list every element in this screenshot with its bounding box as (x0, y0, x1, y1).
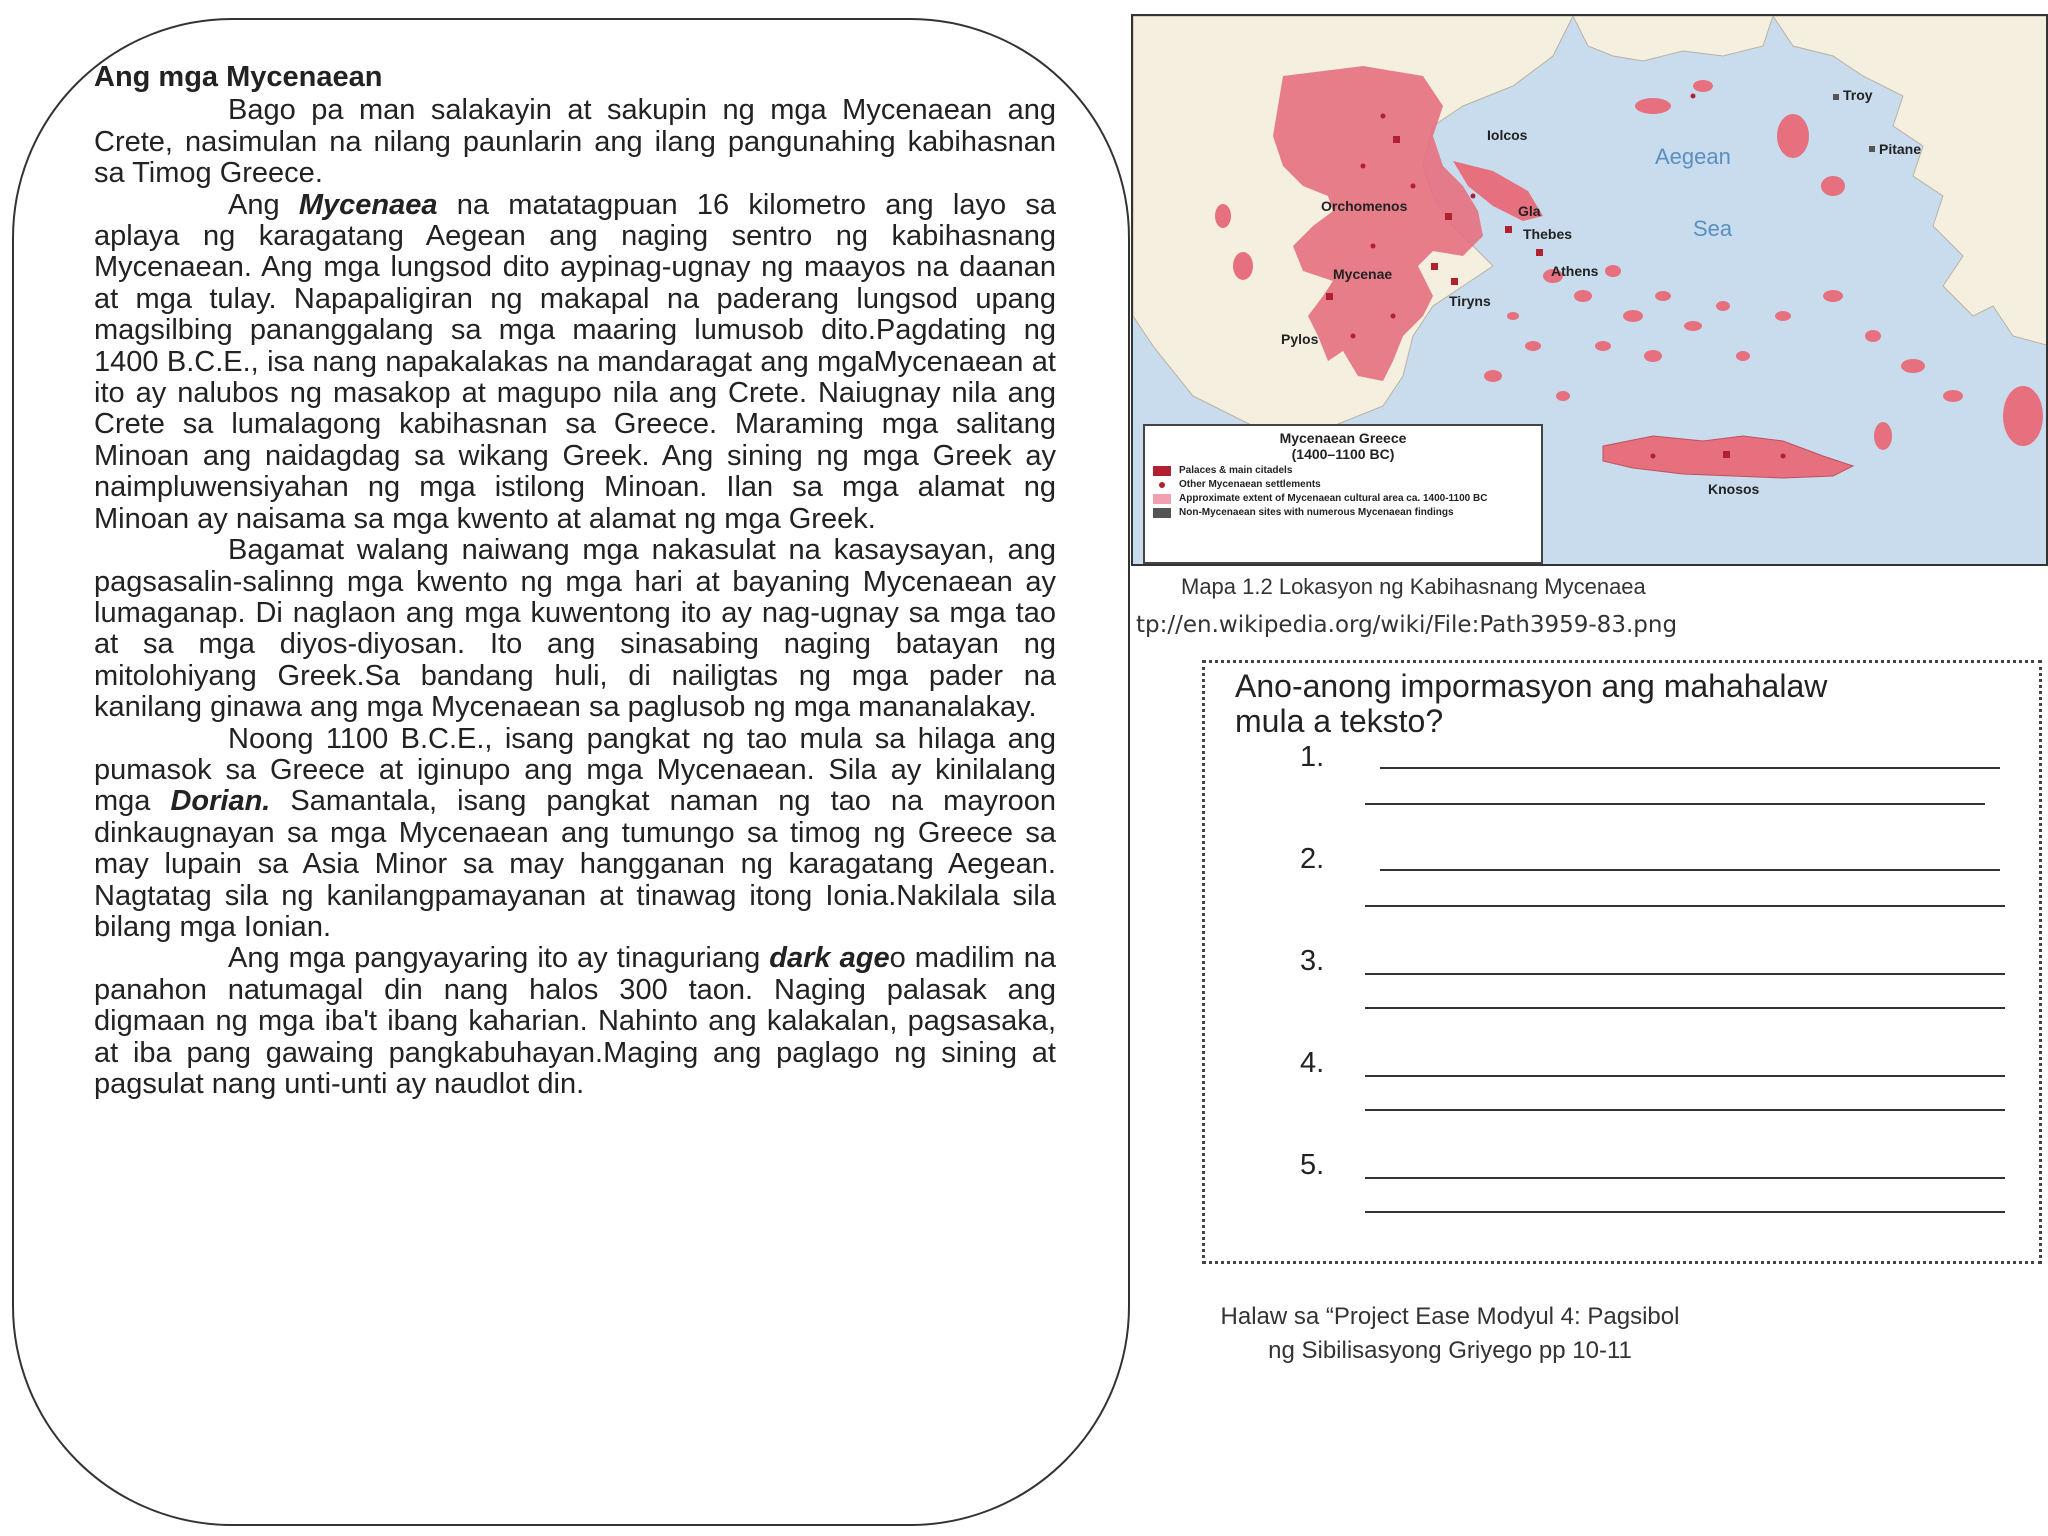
map-label-iolcos: Iolcos (1487, 127, 1528, 143)
reading-text: Ang mga pangyayaring ito ay tinaguriang (228, 942, 770, 975)
map-label-tiryns: Tiryns (1449, 293, 1491, 309)
answer-number-1: 1. (1300, 741, 1325, 773)
question-box (1202, 660, 2042, 1264)
map-label-pylos: Pylos (1281, 331, 1319, 347)
map-label-knosos: Knosos (1708, 481, 1760, 497)
map-label-troy: Troy (1843, 87, 1873, 103)
reading-key-term: dark age (769, 942, 890, 975)
settlement-dot-icon (1153, 480, 1171, 490)
answer-line-4b[interactable] (1365, 1109, 2005, 1111)
map-label-orchomenos: Orchomenos (1321, 198, 1408, 214)
reading-body (94, 62, 1056, 1100)
reading-text: na matatagpuan 16 kilometro ang layo sa aplaya ng karagatang Aegean ang naging sentro ng kabihasnang Mycenaean. Ang mga lungsod dito aypinag-ugnay ng maayos na daanan at mga tulay. Napapaligiran ng makapal na paderang lungsod upang magsilbing pananggalang sa mga maaring lumusob dito.Pagdating ng 1400 B.C.E., isa nang napakalakas na mandaragat ang mgaMycenaean at ito ay nalubos ng masakop at magupo nila ang Crete. Naiugnay nila ang Crete sa lumalagong kabihasnan sa Greece. Maraming mga salitang Minoan ang naidagdag sa wikang Greek. Ang sining ng mga Greek ay naimpluwensiyahan ng mga istilong Minoan. Ilan sa mga alamat ng Minoan ay naisama sa mga kwento at alamat ng mga Greek. (94, 188, 1056, 535)
source-line-1: Halaw sa “Project Ease Modyul 4: Pagsibol (1220, 1303, 1680, 1330)
map-label-mycenae: Mycenae (1333, 266, 1393, 282)
reading-key-term: Dorian. (170, 785, 271, 818)
answer-line-2b[interactable] (1365, 905, 2005, 907)
map-label-athens: Athens (1551, 263, 1599, 279)
answer-line-5a[interactable] (1365, 1177, 2005, 1179)
legend-label-extent: Approximate extent of Mycenaean cultural area ca. 1400-1100 BC (1179, 493, 1488, 504)
mycenaean-map (1131, 14, 2048, 566)
sea-label-line2: Sea (1693, 216, 1733, 241)
reading-heading: Ang mga Mycenaean (94, 61, 383, 93)
map-caption: Mapa 1.2 Lokasyon ng Kabihasnang Mycenaea (1181, 574, 1646, 599)
source-note (1170, 1300, 1730, 1368)
answer-number-3: 3. (1300, 945, 1325, 977)
answer-number-4: 4. (1300, 1047, 1325, 1079)
reading-paragraph (94, 95, 1056, 189)
answer-line-2a[interactable] (1380, 869, 2000, 871)
reading-paragraph (94, 943, 1056, 1100)
answer-number-2: 2. (1300, 843, 1325, 875)
reading-text: Bagamat walang naiwang mga nakasulat na kasaysayan, ang pagsasalin-salinng mga kwento ng mga hari at bayaning Mycenaean ay lumaganap. Di naglaon ang mga kuwentong ito ay nag-ugnay sa mga tao at sa mga diyos-diyosan. Ito ang sinasabing naging batayan ng mitolohiyang Greek.Sa bandang huli, di nailigtas ng mga pader na kanilang ginawa ang mga Mycenaean sa paglusob ng mga mananalakay. (94, 534, 1056, 724)
sea-label-line1: Aegean (1655, 144, 1731, 169)
reading-text: o madilim na panahon natumagal din nang halos 300 taon. Naging palasak ang digmaan ng mga iba't ibang kaharian. Nahinto ang kalakalan, pagsasaka, at iba pang gawaing pangkabuhayan.Maging ang paglago ng sining at pagsulat nang unti-unti ay naudlot din. (94, 942, 1056, 1100)
legend-row-extent (1153, 493, 1533, 504)
extent-swatch-icon (1153, 494, 1171, 504)
reading-paragraphs (94, 95, 1056, 1100)
map-label-pitane: Pitane (1879, 141, 1922, 157)
answer-line-3b[interactable] (1365, 1007, 2005, 1009)
reading-paragraph (94, 535, 1056, 723)
legend-row-settlements (1153, 479, 1533, 490)
reading-key-term: Mycenaea (298, 188, 438, 221)
reading-text: Bago pa man salakayin at sakupin ng mga Mycenaean ang Crete, nasimulan na nilang paunlarin ang ilang pangunahing kabihasnan sa Timog Greece. (94, 94, 1056, 190)
legend-label-palaces: Palaces & main citadels (1179, 465, 1293, 476)
reading-text: Noong 1100 B.C.E., isang pangkat ng tao mula sa hilaga ang pumasok sa Greece at iginupo ang mga Mycenaean. Sila ay kinilalang mga (94, 722, 1056, 818)
legend-title-line2: (1400–1100 BC) (1291, 446, 1395, 462)
legend-title-line1: Mycenaean Greece (1279, 430, 1407, 446)
map-legend (1143, 424, 1543, 564)
map-source-url: tp://en.wikipedia.org/wiki/File:Path3959-83.png (1136, 612, 1678, 638)
answer-line-4a[interactable] (1365, 1075, 2005, 1077)
map-label-thebes: Thebes (1523, 226, 1573, 242)
answer-line-1b[interactable] (1365, 803, 1985, 805)
answer-line-3a[interactable] (1365, 973, 2005, 975)
source-line-2: ng Sibilisasyong Griyego pp 10-11 (1268, 1337, 1632, 1364)
palace-swatch-icon (1153, 466, 1171, 476)
map-label-gla: Gla (1518, 203, 1541, 219)
reading-text: Ang (228, 188, 299, 221)
answer-number-5: 5. (1300, 1149, 1325, 1181)
legend-row-nonmycenaean (1153, 507, 1533, 518)
legend-label-nonmycenaean: Non-Mycenaean sites with numerous Mycenaean findings (1179, 507, 1454, 518)
legend-row-palaces (1153, 465, 1533, 476)
question-prompt: Ano-anong impormasyon ang mahahalaw mula a teksto? (1235, 668, 1828, 739)
answer-line-1a[interactable] (1380, 767, 2000, 769)
nonmycenaean-swatch-icon (1153, 508, 1171, 518)
reading-text: Samantala, isang pangkat naman ng tao na mayroon dinkaugnayan sa mga Mycenaean ang tumungo sa timog ng Greece sa may lupain sa Asia Minor sa may hangganan ng karagatang Aegean. Nagtatag sila ng kanilangpamayanan at tinawag itong Ionia.Nakilala sila bilang mga Ionian. (94, 785, 1056, 943)
reading-paragraph (94, 724, 1056, 944)
reading-paragraph (94, 190, 1056, 535)
answer-line-5b[interactable] (1365, 1211, 2005, 1213)
legend-label-settlements: Other Mycenaean settlements (1179, 479, 1321, 490)
